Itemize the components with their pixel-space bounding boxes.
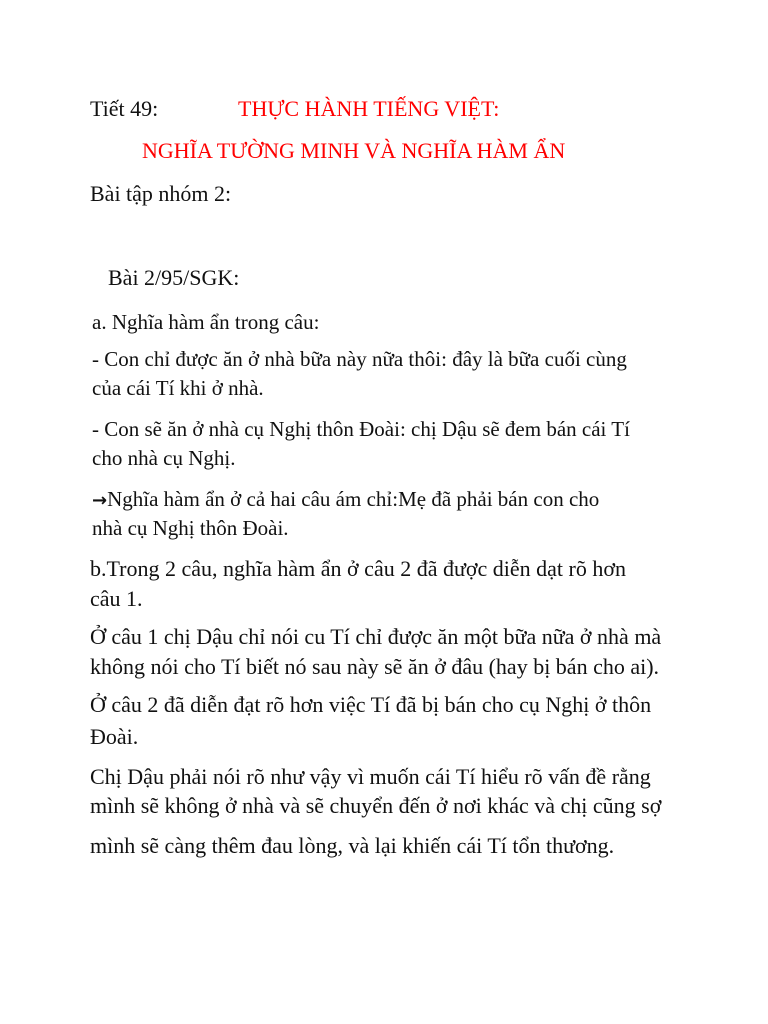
- part-a-item1-line2: của cái Tí khi ở nhà.: [92, 376, 264, 400]
- part-b-p1-line1: b.Trong 2 câu, nghĩa hàm ẩn ở câu 2 đã được diễn dạt rõ hơn: [90, 556, 627, 581]
- part-a-heading: a. Nghĩa hàm ẩn trong câu:: [92, 310, 320, 334]
- group-label: Bài tập nhóm 2:: [90, 181, 232, 206]
- part-b-p2-line2: không nói cho Tí biết nó sau này sẽ ăn ở đâu (hay bị bán cho ai).: [90, 654, 660, 679]
- part-a-conclusion-line1: [92, 484, 599, 516]
- part-b-p4-line3: mình sẽ càng thêm đau lòng, và lại khiến cái Tí tổn thương.: [90, 833, 615, 858]
- part-b-p4-line1: Chị Dậu phải nói rõ như vậy vì muốn cái Tí hiểu rõ vấn đề rằng: [90, 764, 651, 789]
- part-b-p4-line2: mình sẽ không ở nhà và sẽ chuyển đến ở nơi khác và chị cũng sợ: [90, 793, 662, 818]
- part-a-item2-line2: cho nhà cụ Nghị.: [92, 446, 236, 470]
- part-a-conclusion-line2: nhà cụ Nghị thôn Đoài.: [92, 516, 289, 540]
- title-line-2: NGHĨA TƯỜNG MINH VÀ NGHĨA HÀM ẨN: [142, 138, 566, 163]
- conclusion-text: Nghĩa hàm ẩn ở cả hai câu ám chỉ:Mẹ đã phải bán con cho: [107, 487, 600, 511]
- exercise-label: Bài 2/95/SGK:: [108, 265, 240, 290]
- part-b-p3-line1: Ở câu 2 đã diễn đạt rõ hơn việc Tí đã bị bán cho cụ Nghị ở thôn: [90, 692, 652, 717]
- right-arrow-icon: →: [92, 490, 108, 511]
- lesson-label: Tiết 49:: [90, 96, 159, 121]
- title-line-1: THỰC HÀNH TIẾNG VIỆT:: [238, 96, 500, 121]
- part-a-item1-line1: - Con chỉ được ăn ở nhà bữa này nữa thôi: đây là bữa cuối cùng: [92, 347, 627, 371]
- part-b-p2-line1: Ở câu 1 chị Dậu chỉ nói cu Tí chỉ được ăn một bữa nữa ở nhà mà: [90, 624, 662, 649]
- part-b-p1-line2: câu 1.: [90, 586, 143, 611]
- part-b-p3-line2: Đoài.: [90, 724, 139, 749]
- part-a-item2-line1: - Con sẽ ăn ở nhà cụ Nghị thôn Đoài: chị Dậu sẽ đem bán cái Tí: [92, 417, 630, 441]
